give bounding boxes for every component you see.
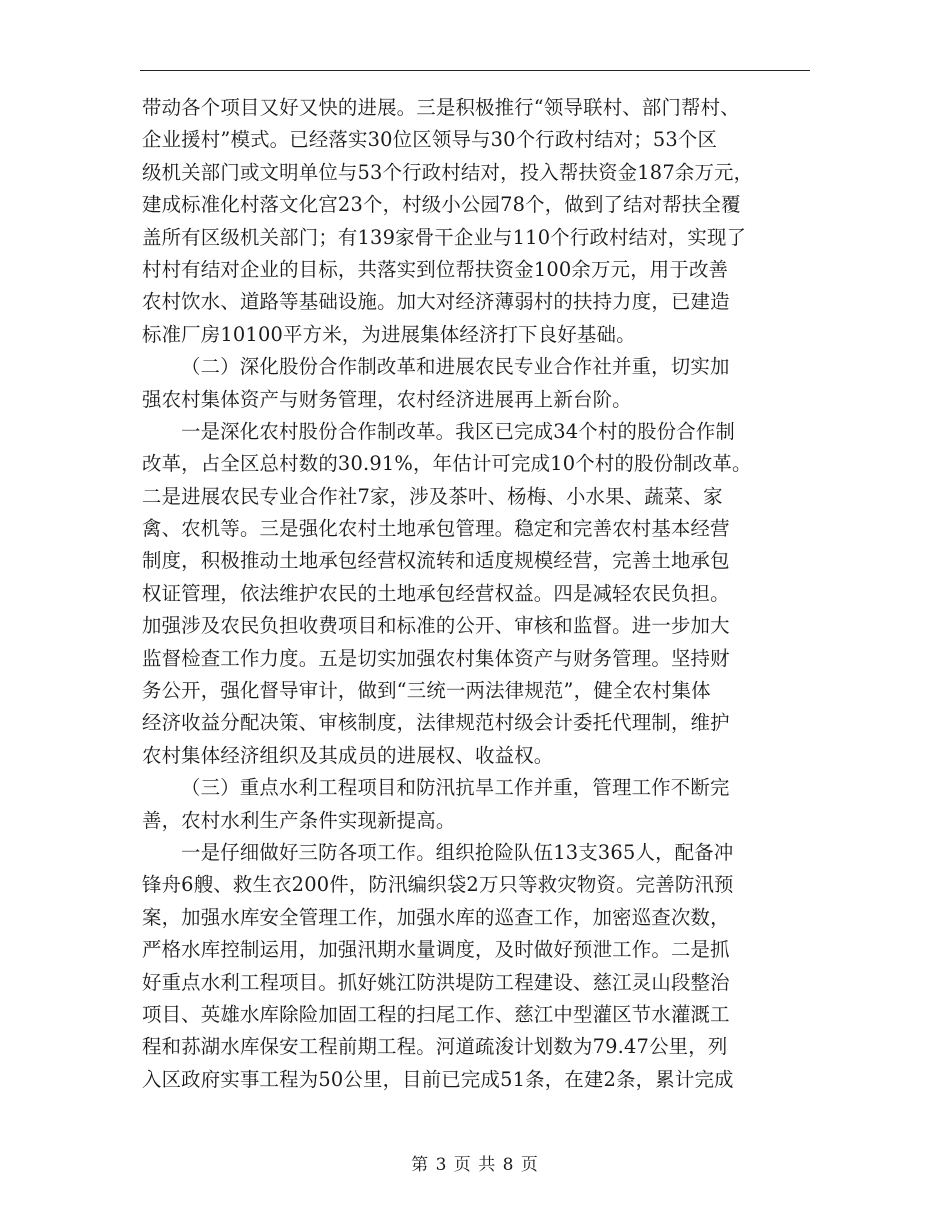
section-heading-line: （三）重点水利工程项目和防汛抗旱工作并重，管理工作不断完 [181,776,730,800]
text-line: 程和荪湖水库保安工程前期工程。河道疏浚计划数为79.47公里，列 [142,1035,728,1059]
text-line: 盖所有区级机关部门；有139家骨干企业与110个行政村结对，实现了 [142,225,747,249]
text-line: 级机关部门或文明单位与53个行政村结对，投入帮扶资金187余万元， [142,160,754,184]
text-line: 经济收益分配决策、审核制度，法律规范村级会计委托代理制，维护 [142,711,730,735]
text-line: 严格水库控制运用，加强汛期水量调度，及时做好预泄工作。二是抓 [142,938,730,962]
text-line: 好重点水利工程项目。抓好姚江防洪堤防工程建设、慈江灵山段整治 [142,970,730,994]
text-line: 锋舟6艘、救生衣200件，防汛编织袋2万只等救灾物资。完善防汛预 [142,873,734,897]
text-line: 改革，占全区总村数的30.91%，年估计可完成10个村的股份制改革。 [142,452,752,476]
text-line: 入区政府实事工程为50公里，目前已完成51条，在建2条，累计完成 [142,1067,734,1091]
page-number-footer: 第 3 页 共 8 页 [411,1155,539,1175]
text-line: 禽、农机等。三是强化农村土地承包管理。稳定和完善农村基本经营 [142,517,730,541]
text-line: 务公开，强化督导审计，做到“三统一两法律规范”，健全农村集体 [142,679,711,703]
section-heading-line: 善，农村水利生产条件实现新提高。 [142,808,456,832]
header-rule [140,70,810,71]
text-line: 一是仔细做好三防各项工作。组织抢险队伍13支365人，配备冲 [181,840,734,864]
text-line: 企业援村”模式。已经落实30位区领导与30个行政村结对；53个区 [142,128,718,152]
text-line: 监督检查工作力度。五是切实加强农村集体资产与财务管理。坚持财 [142,646,730,670]
text-line: 一是深化农村股份合作制改革。我区已完成34个村的股份合作制 [181,419,736,443]
text-line: 带动各个项目又好又快的进展。三是积极推行“领导联村、部门帮村、 [142,96,740,119]
text-line: 农村饮水、道路等基础设施。加大对经济薄弱村的扶持力度，已建造 [142,290,730,314]
text-line: 二是进展农民专业合作社7家，涉及茶叶、杨梅、小水果、蔬菜、家 [142,484,723,508]
text-line: 制度，积极推动土地承包经营权流转和适度规模经营，完善土地承包 [142,549,730,573]
text-line: 案，加强水库安全管理工作，加强水库的巡查工作，加密巡查次数， [142,905,730,929]
section-heading-line: 强农村集体资产与财务管理，农村经济进展再上新台阶。 [142,387,632,411]
text-line: 标准厂房10100平方米，为进展集体经济打下良好基础。 [142,322,636,346]
text-line: 农村集体经济组织及其成员的进展权、收益权。 [142,743,554,767]
text-line: 项目、英雄水库除险加固工程的扫尾工作、慈江中型灌区节水灌溉工 [142,1002,730,1026]
text-line: 建成标准化村落文化宫23个，村级小公园78个，做到了结对帮扶全覆 [142,193,741,217]
section-heading-line: （二）深化股份合作制改革和进展农民专业合作社并重，切实加 [181,355,730,379]
text-line: 村村有结对企业的目标，共落实到位帮扶资金100余万元，用于改善 [142,257,729,281]
body-text [142,92,810,1096]
text-line: 加强涉及农民负担收费项目和标准的公开、审核和监督。进一步加大 [142,614,730,638]
text-line: 权证管理，依法维护农民的土地承包经营权益。四是减轻农民负担。 [142,581,730,605]
